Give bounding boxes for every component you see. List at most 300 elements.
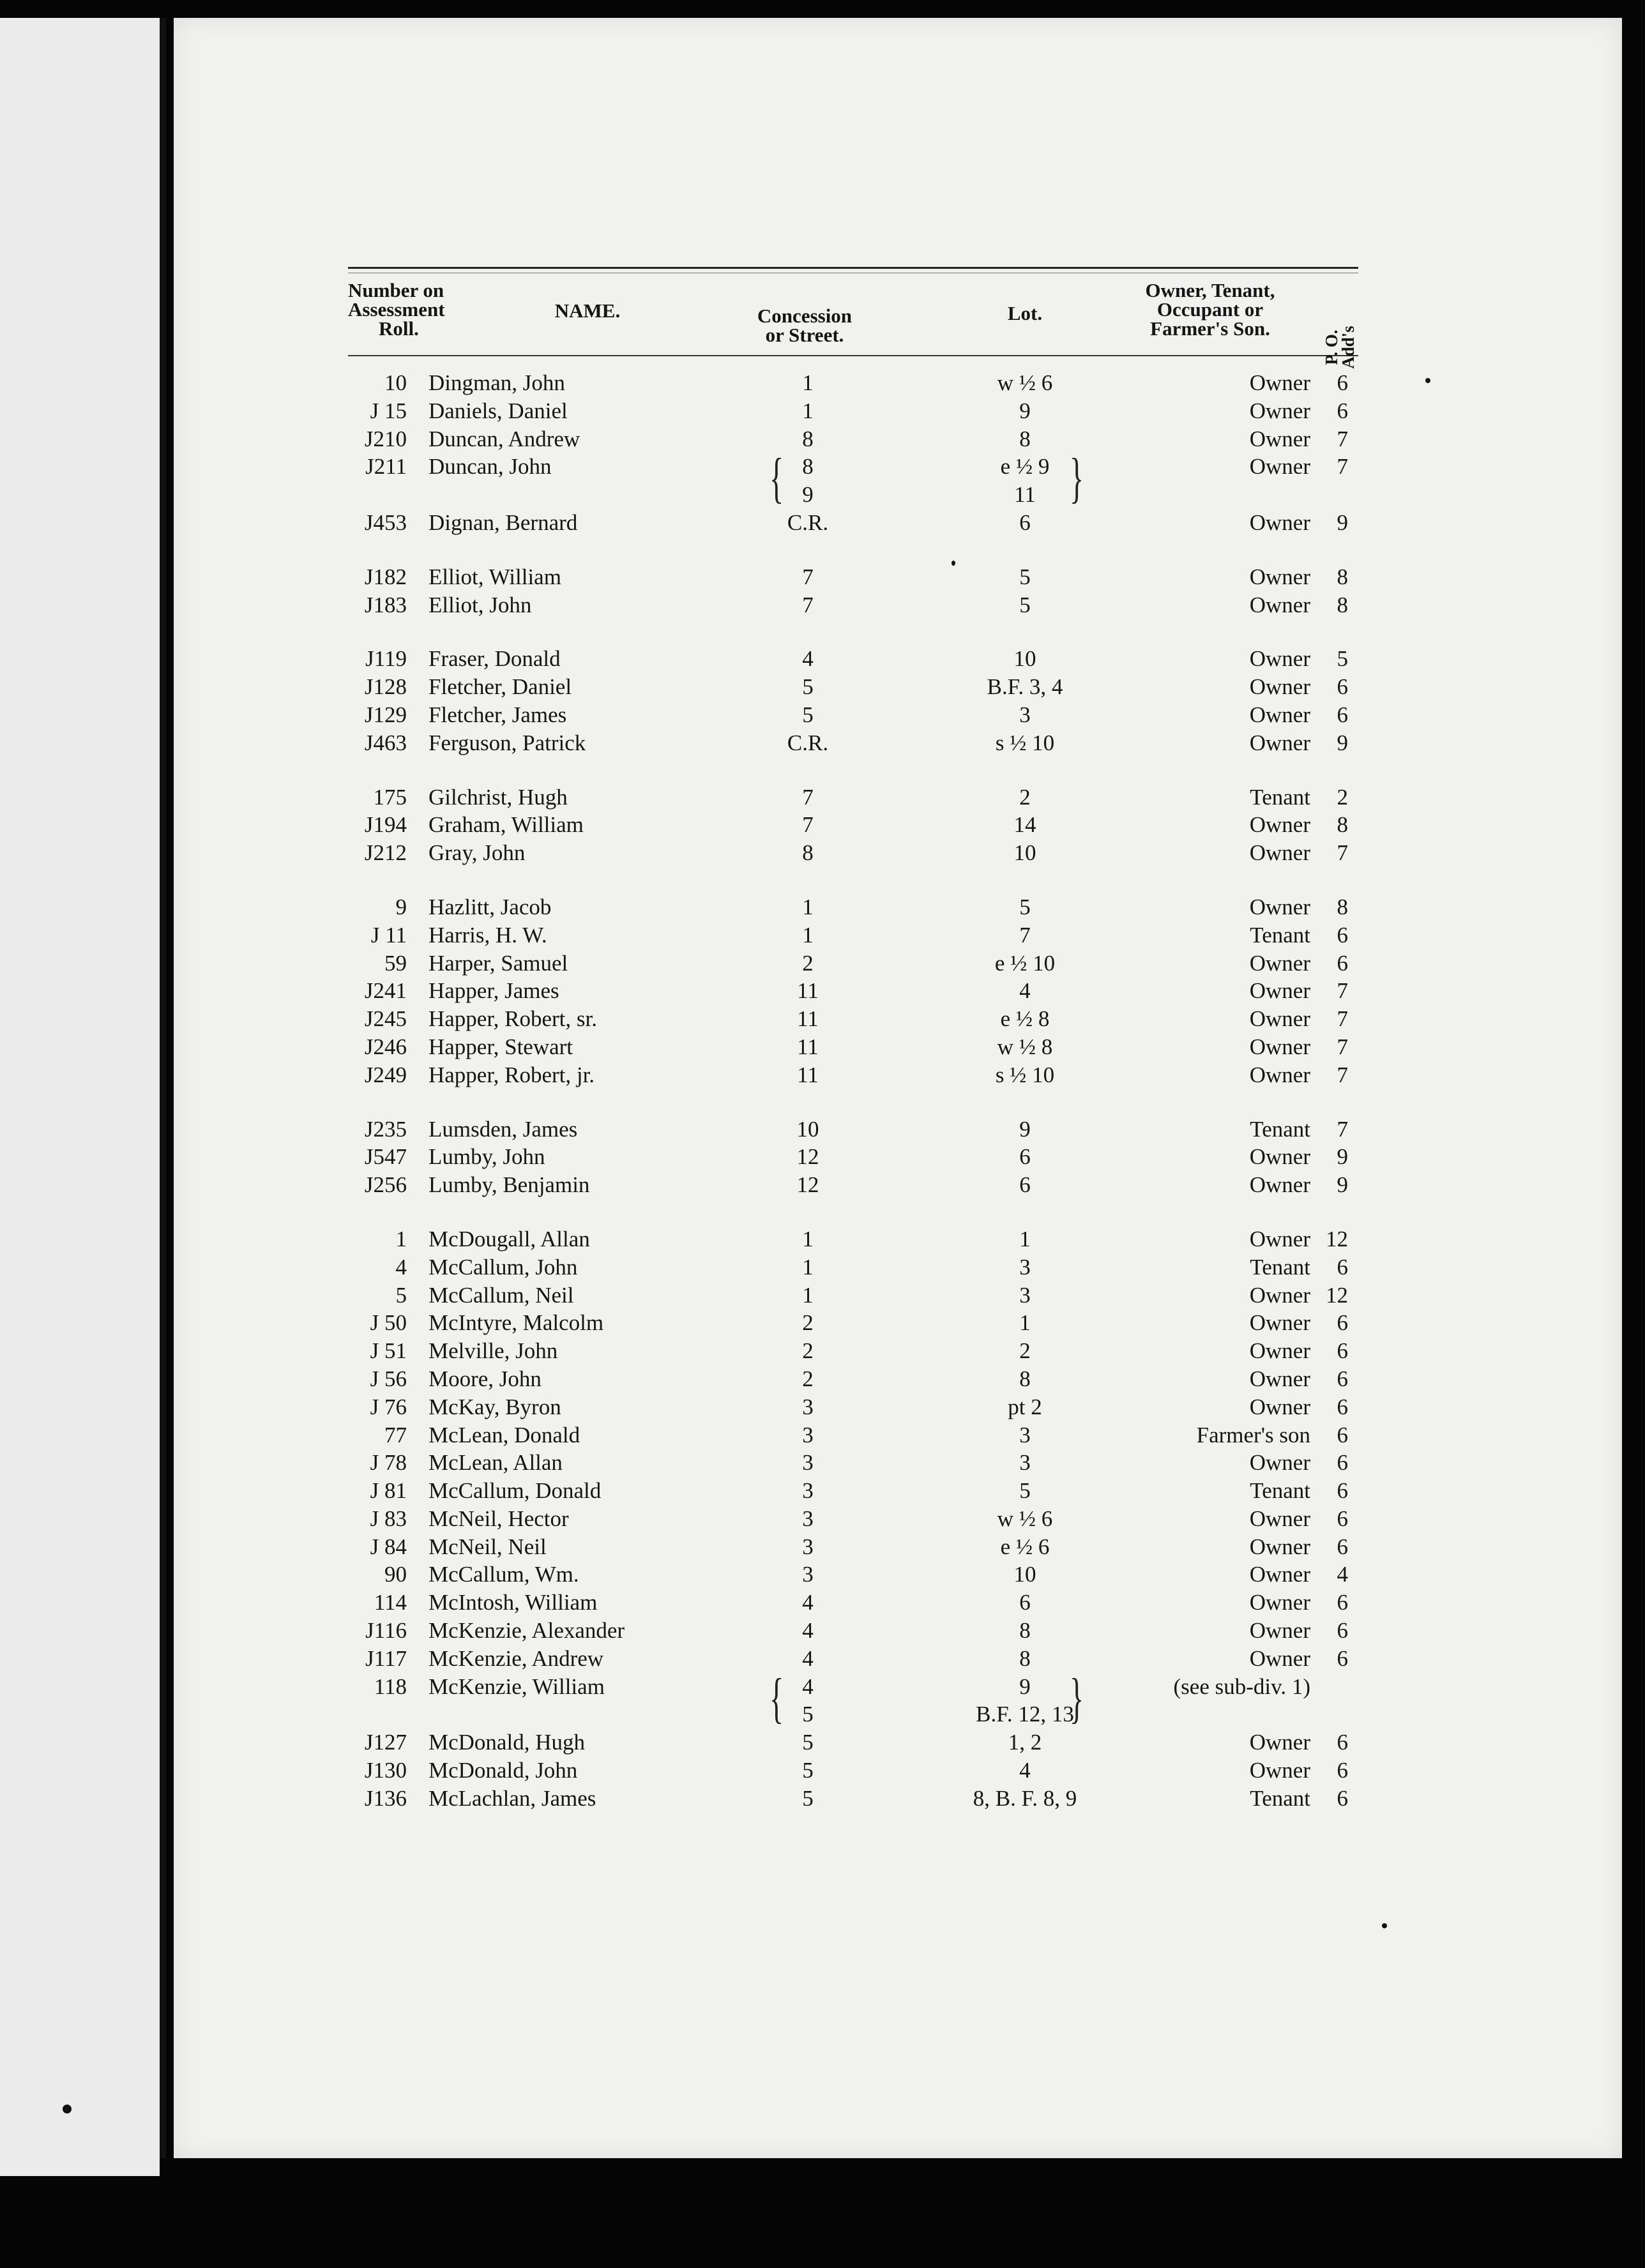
person-name-cell: McKenzie, Alexander xyxy=(428,1618,625,1644)
tenure-status-cell: Owner xyxy=(1249,564,1310,589)
concession-cell: 2 xyxy=(802,1310,814,1336)
concession-cell: C.R. xyxy=(787,510,829,535)
roll-number-cell: J241 xyxy=(364,978,407,1004)
roll-number-cell: J 76 xyxy=(370,1394,407,1419)
person-name-cell: Lumby, Benjamin xyxy=(428,1172,590,1198)
lot-cell: 5 xyxy=(1019,564,1031,589)
po-address-cell: 6 xyxy=(1337,674,1348,700)
table-row xyxy=(348,1005,1358,1033)
lot-cell: 14 xyxy=(1013,812,1036,838)
lot-cell: 7 xyxy=(1019,922,1031,948)
tenure-status-cell: Owner xyxy=(1249,1534,1310,1559)
table-row xyxy=(348,1309,1358,1337)
lot-cell: w ½ 8 xyxy=(997,1034,1053,1059)
tenure-status-cell: Owner xyxy=(1249,646,1310,672)
person-name-cell: Harris, H. W. xyxy=(428,922,547,948)
lot-cell: 10 xyxy=(1013,646,1036,672)
person-name-cell: Gray, John xyxy=(428,840,526,866)
table-row xyxy=(348,921,1358,949)
po-address-cell: 2 xyxy=(1337,784,1348,810)
person-name-cell: Ferguson, Patrick xyxy=(428,730,586,755)
column-headers xyxy=(348,273,1358,369)
table-row xyxy=(348,701,1358,729)
lot-cell: 10 xyxy=(1013,1562,1036,1587)
roll-number-cell: J 84 xyxy=(370,1534,407,1559)
lot-cell: 1 xyxy=(1019,1310,1031,1336)
roll-number-cell: J119 xyxy=(365,646,407,672)
roll-number-cell: J245 xyxy=(364,1006,407,1032)
person-name-cell: McKenzie, Andrew xyxy=(428,1645,604,1671)
po-address-cell: 9 xyxy=(1337,1144,1348,1170)
header-po-address: P. O. Add's xyxy=(1322,326,1358,369)
po-address-cell: 6 xyxy=(1337,1394,1348,1419)
roll-number-cell: J194 xyxy=(364,812,407,838)
concession-cell: 11 xyxy=(797,1006,819,1032)
roll-number-cell: J183 xyxy=(364,592,407,617)
concession-cell: 7 xyxy=(802,564,814,589)
tenure-status-cell: Owner xyxy=(1249,370,1310,395)
concession-cell: 5 xyxy=(802,1702,814,1727)
lot-cell: 2 xyxy=(1019,784,1031,810)
roll-number-cell: J 11 xyxy=(370,922,407,948)
lot-cell: 1, 2 xyxy=(1008,1730,1042,1755)
tenure-status-cell: Farmer's son xyxy=(1196,1422,1310,1448)
concession-cell: 1 xyxy=(802,398,814,423)
concession-cell: 3 xyxy=(802,1478,814,1504)
po-address-cell: 6 xyxy=(1337,1506,1348,1531)
roll-number-cell: 10 xyxy=(384,370,407,395)
po-address-cell: 6 xyxy=(1337,922,1348,948)
concession-cell: 5 xyxy=(802,1730,814,1755)
table-row xyxy=(348,811,1358,839)
header-status: Owner, Tenant, Occupant or Farmer's Son. xyxy=(1145,279,1275,340)
person-name-cell: McNeil, Neil xyxy=(428,1534,547,1559)
table-row xyxy=(348,1785,1358,1813)
person-name-cell: Lumby, John xyxy=(428,1144,545,1170)
roll-number-cell: 118 xyxy=(374,1674,407,1699)
roll-number-cell: J128 xyxy=(364,674,407,700)
concession-cell: 12 xyxy=(796,1172,819,1198)
po-address-cell: 6 xyxy=(1337,1254,1348,1280)
roll-number-cell: J117 xyxy=(365,1645,407,1671)
table-row xyxy=(348,509,1358,537)
tenure-status-cell: Owner xyxy=(1249,674,1310,700)
po-address-cell: 6 xyxy=(1337,950,1348,976)
roll-number-cell: J249 xyxy=(364,1062,407,1087)
lot-cell: 8 xyxy=(1019,1366,1031,1391)
person-name-cell: Happer, James xyxy=(428,978,559,1004)
lot-cell: s ½ 10 xyxy=(995,730,1055,755)
tenure-status-cell: Owner xyxy=(1249,1310,1310,1336)
brace-mark: { xyxy=(769,1667,784,1728)
table-row xyxy=(348,591,1358,619)
po-address-cell: 7 xyxy=(1337,840,1348,866)
po-address-cell: 7 xyxy=(1337,1006,1348,1032)
concession-cell: 11 xyxy=(797,1034,819,1059)
table-row xyxy=(348,1337,1358,1365)
roll-number-cell: J130 xyxy=(364,1758,407,1783)
tenure-status-cell: Owner xyxy=(1249,1282,1310,1308)
lot-cell: e ½ 8 xyxy=(1000,1006,1050,1032)
lot-cell: 10 xyxy=(1013,840,1036,866)
lot-cell: w ½ 6 xyxy=(997,1506,1053,1531)
po-address-cell: 6 xyxy=(1337,1338,1348,1364)
table-row xyxy=(348,563,1358,591)
tenure-status-cell: Owner xyxy=(1249,730,1310,755)
lot-cell: w ½ 6 xyxy=(997,370,1053,395)
lot-cell: 8 xyxy=(1019,1645,1031,1671)
person-name-cell: Melville, John xyxy=(428,1338,558,1364)
concession-cell: 4 xyxy=(802,1674,814,1699)
po-address-cell: 8 xyxy=(1337,894,1348,919)
roll-number-cell: J212 xyxy=(364,840,407,866)
concession-cell: 3 xyxy=(802,1562,814,1587)
po-address-cell: 4 xyxy=(1337,1562,1348,1587)
tenure-status-cell: Owner xyxy=(1249,1062,1310,1087)
concession-cell: 7 xyxy=(802,812,814,838)
po-address-cell: 6 xyxy=(1337,1618,1348,1644)
person-name-cell: McCallum, Wm. xyxy=(428,1562,579,1587)
po-address-cell: 9 xyxy=(1337,730,1348,755)
table-row xyxy=(348,673,1358,701)
table-row xyxy=(348,425,1358,453)
person-name-cell: McDougall, Allan xyxy=(428,1226,590,1251)
concession-cell: 8 xyxy=(802,454,814,480)
person-name-cell: Lumsden, James xyxy=(428,1116,578,1142)
roll-number-cell: J 83 xyxy=(370,1506,407,1531)
concession-cell: 4 xyxy=(802,1618,814,1644)
po-address-cell: 7 xyxy=(1337,1116,1348,1142)
tenure-status-cell: Owner xyxy=(1249,1450,1310,1476)
tenure-status-cell: Tenant xyxy=(1250,1478,1310,1504)
roll-number-cell: J 81 xyxy=(370,1478,407,1504)
person-name-cell: McCallum, Donald xyxy=(428,1478,602,1504)
person-name-cell: McCallum, Neil xyxy=(428,1282,574,1308)
concession-cell: 2 xyxy=(802,950,814,976)
po-address-cell: 6 xyxy=(1337,1758,1348,1783)
lot-cell: 6 xyxy=(1019,1144,1031,1170)
lot-cell: s ½ 10 xyxy=(995,1062,1055,1087)
person-name-cell: McLean, Donald xyxy=(428,1422,580,1448)
table-row xyxy=(348,1393,1358,1421)
lot-cell: B.F. 3, 4 xyxy=(987,674,1063,700)
po-address-cell: 6 xyxy=(1337,1645,1348,1671)
concession-cell: 4 xyxy=(802,646,814,672)
po-address-cell: 6 xyxy=(1337,398,1348,423)
tenure-status-cell: Tenant xyxy=(1250,1254,1310,1280)
concession-cell: 10 xyxy=(796,1116,819,1142)
po-address-cell: 9 xyxy=(1337,1172,1348,1198)
table-row xyxy=(348,1253,1358,1281)
lot-cell: 6 xyxy=(1019,510,1031,535)
person-name-cell: McKenzie, William xyxy=(428,1674,605,1699)
tenure-status-cell: Owner xyxy=(1249,398,1310,423)
person-name-cell: Dingman, John xyxy=(428,370,565,395)
register-rows xyxy=(348,369,1358,1813)
ink-speck xyxy=(1425,378,1430,383)
lot-cell: 3 xyxy=(1019,1450,1031,1476)
table-row xyxy=(348,1449,1358,1477)
tenure-status-cell: Owner xyxy=(1249,978,1310,1004)
concession-cell: 3 xyxy=(802,1450,814,1476)
tenure-status-cell: Owner xyxy=(1249,1366,1310,1391)
table-row xyxy=(348,1143,1358,1171)
lot-cell: 6 xyxy=(1019,1590,1031,1615)
roll-number-cell: 175 xyxy=(373,784,407,810)
tenure-status-cell: Owner xyxy=(1249,1144,1310,1170)
lot-cell: 3 xyxy=(1019,1282,1031,1308)
person-name-cell: McCallum, John xyxy=(428,1254,578,1280)
tenure-status-cell: Owner xyxy=(1249,454,1310,480)
po-address-cell: 12 xyxy=(1326,1226,1348,1251)
concession-cell: 8 xyxy=(802,840,814,866)
tenure-status-cell: Owner xyxy=(1249,426,1310,451)
roll-number-cell: 114 xyxy=(374,1590,407,1615)
person-name-cell: Fletcher, Daniel xyxy=(428,674,572,700)
roll-number-cell: 59 xyxy=(384,950,407,976)
table-row xyxy=(348,1281,1358,1310)
person-name-cell: Elliot, William xyxy=(428,564,561,589)
po-address-cell: 8 xyxy=(1337,564,1348,589)
po-address-cell: 6 xyxy=(1337,1478,1348,1504)
ink-speck xyxy=(63,2105,72,2113)
lot-cell: 3 xyxy=(1019,1254,1031,1280)
header-name: NAME. xyxy=(554,299,621,322)
table-row xyxy=(348,1757,1358,1785)
roll-number-cell: J235 xyxy=(364,1116,407,1142)
roll-number-cell: 9 xyxy=(395,894,407,919)
tenure-status-cell: Owner xyxy=(1249,1006,1310,1032)
tenure-status-cell: Owner xyxy=(1249,1172,1310,1198)
tenure-status-cell: Owner xyxy=(1249,1645,1310,1671)
table-row xyxy=(348,839,1358,867)
tenure-status-cell: Owner xyxy=(1249,840,1310,866)
table-row xyxy=(348,729,1358,757)
roll-number-cell: 4 xyxy=(395,1254,407,1280)
concession-cell: 5 xyxy=(802,1785,814,1811)
roll-number-cell: J453 xyxy=(364,510,407,535)
concession-cell: 1 xyxy=(802,922,814,948)
table-row xyxy=(348,1033,1358,1061)
roll-number-cell: J136 xyxy=(364,1785,407,1811)
person-name-cell: Moore, John xyxy=(428,1366,542,1391)
person-name-cell: Elliot, John xyxy=(428,592,532,617)
person-name-cell: McNeil, Hector xyxy=(428,1506,569,1531)
roll-number-cell: J256 xyxy=(364,1172,407,1198)
header-lot: Lot. xyxy=(1007,302,1043,324)
concession-cell: 4 xyxy=(802,1645,814,1671)
person-name-cell: Fraser, Donald xyxy=(428,646,561,672)
roll-number-cell: J 50 xyxy=(370,1310,407,1336)
tenure-status-cell: Owner xyxy=(1249,1506,1310,1531)
table-row xyxy=(348,949,1358,978)
person-name-cell: Duncan, Andrew xyxy=(428,426,580,451)
po-address-cell: 6 xyxy=(1337,1590,1348,1615)
roll-number-cell: J116 xyxy=(365,1618,407,1644)
person-name-cell: McIntosh, William xyxy=(428,1590,598,1615)
po-address-cell: 6 xyxy=(1337,1366,1348,1391)
tenure-status-cell: Owner xyxy=(1249,1562,1310,1587)
po-address-cell: 6 xyxy=(1337,1534,1348,1559)
tenure-status-cell: Owner xyxy=(1249,1394,1310,1419)
table-row xyxy=(348,1365,1358,1393)
person-name-cell: Hazlitt, Jacob xyxy=(428,894,552,919)
roll-number-cell: J127 xyxy=(364,1730,407,1755)
scan-border xyxy=(160,2158,1645,2268)
table-row xyxy=(348,481,1358,509)
concession-cell: 3 xyxy=(802,1534,814,1559)
tenure-status-cell: Tenant xyxy=(1250,784,1310,810)
table-row xyxy=(348,1171,1358,1199)
person-name-cell: McLean, Allan xyxy=(428,1450,563,1476)
po-address-cell: 7 xyxy=(1337,426,1348,451)
tenure-status-cell: (see sub-div. 1) xyxy=(1173,1674,1310,1699)
roll-number-cell: 77 xyxy=(384,1422,407,1448)
po-address-cell: 6 xyxy=(1337,1785,1348,1811)
tenure-status-cell: Owner xyxy=(1249,1590,1310,1615)
concession-cell: 1 xyxy=(802,1226,814,1251)
po-address-cell: 12 xyxy=(1326,1282,1348,1308)
tenure-status-cell: Owner xyxy=(1249,592,1310,617)
po-address-cell: 6 xyxy=(1337,1730,1348,1755)
lot-cell: 5 xyxy=(1019,894,1031,919)
lot-cell: 8 xyxy=(1019,1618,1031,1644)
person-name-cell: Graham, William xyxy=(428,812,584,838)
assessment-register xyxy=(348,267,1358,1813)
lot-cell: 3 xyxy=(1019,1422,1031,1448)
lot-cell: 5 xyxy=(1019,592,1031,617)
table-row xyxy=(348,1617,1358,1645)
concession-cell: 4 xyxy=(802,1590,814,1615)
lot-cell: 4 xyxy=(1019,978,1031,1004)
roll-number-cell: 90 xyxy=(384,1562,407,1587)
po-address-cell: 8 xyxy=(1337,812,1348,838)
roll-number-cell: J210 xyxy=(364,426,407,451)
po-address-cell: 6 xyxy=(1337,370,1348,395)
po-address-cell: 6 xyxy=(1337,1450,1348,1476)
roll-number-cell: J 51 xyxy=(370,1338,407,1364)
person-name-cell: McKay, Byron xyxy=(428,1394,561,1419)
lot-cell: 9 xyxy=(1019,1116,1031,1142)
brace-mark: } xyxy=(1070,446,1084,509)
roll-number-cell: 1 xyxy=(395,1226,407,1251)
person-name-cell: Happer, Stewart xyxy=(428,1034,573,1059)
ink-speck xyxy=(1382,1923,1387,1928)
table-row xyxy=(348,1477,1358,1505)
table-row xyxy=(348,1533,1358,1561)
concession-cell: 2 xyxy=(802,1366,814,1391)
table-row xyxy=(348,783,1358,812)
tenure-status-cell: Owner xyxy=(1249,702,1310,727)
lot-cell: 6 xyxy=(1019,1172,1031,1198)
table-row xyxy=(348,1700,1358,1728)
po-address-cell: 7 xyxy=(1337,1034,1348,1059)
po-address-cell: 9 xyxy=(1337,510,1348,535)
roll-number-cell: J129 xyxy=(364,702,407,727)
concession-cell: 1 xyxy=(802,894,814,919)
lot-cell: 9 xyxy=(1019,1674,1031,1699)
concession-cell: 11 xyxy=(797,1062,819,1087)
roll-number-cell: J211 xyxy=(365,454,407,480)
roll-number-cell: J182 xyxy=(364,564,407,589)
concession-cell: 2 xyxy=(802,1338,814,1364)
lot-cell: 2 xyxy=(1019,1338,1031,1364)
lot-cell: 8, B. F. 8, 9 xyxy=(973,1785,1077,1811)
table-row xyxy=(348,1505,1358,1533)
po-address-cell: 7 xyxy=(1337,454,1348,480)
tenure-status-cell: Tenant xyxy=(1250,1785,1310,1811)
concession-cell: 7 xyxy=(802,592,814,617)
table-row xyxy=(348,1225,1358,1253)
page-spine xyxy=(160,18,166,2176)
tenure-status-cell: Tenant xyxy=(1250,922,1310,948)
person-name-cell: Dignan, Bernard xyxy=(428,510,578,535)
lot-cell: 9 xyxy=(1019,398,1031,423)
tenure-status-cell: Owner xyxy=(1249,1618,1310,1644)
table-row xyxy=(348,1728,1358,1757)
lot-cell: e ½ 6 xyxy=(1000,1534,1050,1559)
concession-cell: 7 xyxy=(802,784,814,810)
person-name-cell: Fletcher, James xyxy=(428,702,567,727)
po-address-cell: 8 xyxy=(1337,592,1348,617)
concession-cell: 5 xyxy=(802,702,814,727)
concession-cell: 8 xyxy=(802,426,814,451)
roll-number-cell: J547 xyxy=(364,1144,407,1170)
concession-cell: 12 xyxy=(796,1144,819,1170)
roll-number-cell: J 56 xyxy=(370,1366,407,1391)
person-name-cell: Gilchrist, Hugh xyxy=(428,784,568,810)
table-row xyxy=(348,369,1358,397)
left-facing-page xyxy=(0,18,160,2176)
header-number: Number on Assessment Roll. xyxy=(348,279,445,340)
person-name-cell: Daniels, Daniel xyxy=(428,398,568,423)
table-row xyxy=(348,977,1358,1005)
concession-cell: 9 xyxy=(802,482,814,508)
roll-number-cell: J 78 xyxy=(370,1450,407,1476)
concession-cell: 5 xyxy=(802,674,814,700)
table-row xyxy=(348,397,1358,425)
concession-cell: 1 xyxy=(802,370,814,395)
po-address-cell: 5 xyxy=(1337,646,1348,672)
person-name-cell: Happer, Robert, jr. xyxy=(428,1062,595,1087)
person-name-cell: McIntyre, Malcolm xyxy=(428,1310,604,1336)
tenure-status-cell: Owner xyxy=(1249,510,1310,535)
person-name-cell: Happer, Robert, sr. xyxy=(428,1006,597,1032)
lot-cell: e ½ 9 xyxy=(1000,454,1050,480)
brace-mark: } xyxy=(1070,1667,1084,1728)
header-underline xyxy=(348,355,1358,356)
person-name-cell: McDonald, John xyxy=(428,1758,578,1783)
header-rule xyxy=(348,267,1358,273)
tenure-status-cell: Owner xyxy=(1249,894,1310,919)
concession-cell: 5 xyxy=(802,1758,814,1783)
concession-cell: 1 xyxy=(802,1282,814,1308)
tenure-status-cell: Tenant xyxy=(1250,1116,1310,1142)
lot-cell: 1 xyxy=(1019,1226,1031,1251)
brace-mark: { xyxy=(769,446,784,509)
concession-cell: 3 xyxy=(802,1394,814,1419)
person-name-cell: Duncan, John xyxy=(428,454,552,480)
tenure-status-cell: Owner xyxy=(1249,1758,1310,1783)
person-name-cell: McLachlan, James xyxy=(428,1785,596,1811)
tenure-status-cell: Owner xyxy=(1249,950,1310,976)
lot-cell: 11 xyxy=(1014,482,1036,508)
po-address-cell: 6 xyxy=(1337,702,1348,727)
concession-cell: 1 xyxy=(802,1254,814,1280)
lot-cell: pt 2 xyxy=(1008,1394,1042,1419)
po-address-cell: 6 xyxy=(1337,1422,1348,1448)
tenure-status-cell: Owner xyxy=(1249,1730,1310,1755)
